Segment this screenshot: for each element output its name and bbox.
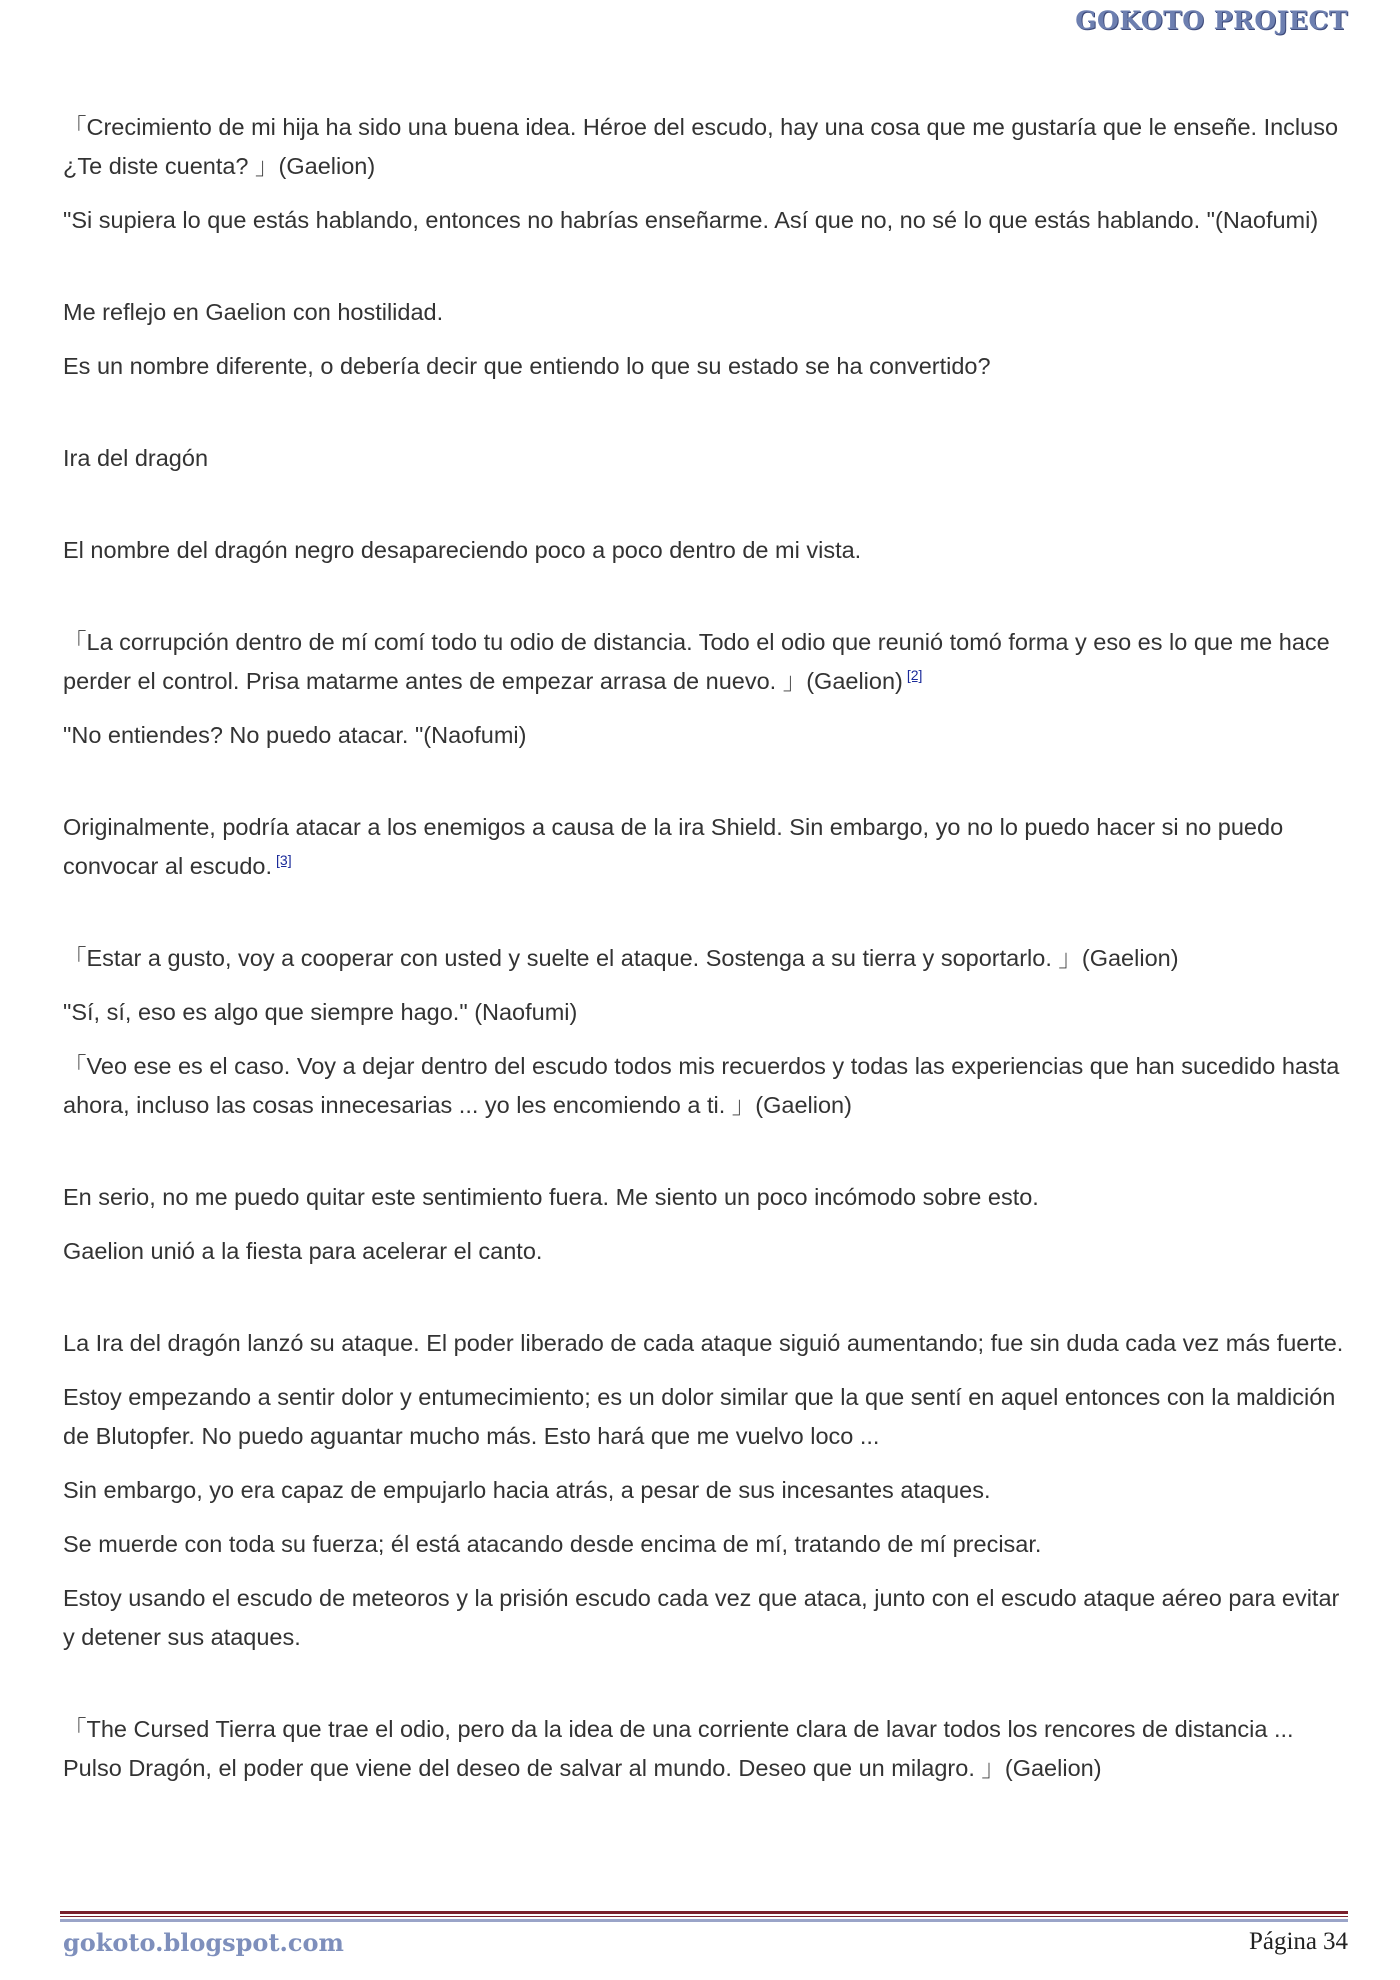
footer-rule-middle: [60, 1916, 1348, 1917]
paragraph: [63, 201, 1348, 240]
paragraph-text: 「Veo ese es el caso. Voy a dejar dentro del escudo todos mis recuerdos y todas las experiencias que han sucedido hasta ahora, incluso las cosas innecesarias ... yo les encomiendo a ti. 」(Gaelion): [63, 1053, 1340, 1118]
page-number-label: [1249, 1928, 1348, 1956]
page-body: [63, 108, 1348, 1788]
paragraph: [63, 716, 1348, 755]
paragraph-text: Ira del dragón: [63, 445, 209, 471]
paragraph: [63, 1471, 1348, 1510]
paragraph: [63, 993, 1348, 1032]
footnote-link[interactable]: [2]: [906, 667, 923, 684]
paragraph-text: 「Estar a gusto, voy a cooperar con usted y suelte el ataque. Sostenga a su tierra y soportarlo. 」(Gaelion): [63, 945, 1179, 971]
paragraph-text: Originalmente, podría atacar a los enemigos a causa de la ira Shield. Sin embargo, yo no lo puedo hacer si no puedo convocar al escudo.: [63, 814, 1284, 879]
paragraph-text: La Ira del dragón lanzó su ataque. El poder liberado de cada ataque siguió aumentando; fue sin duda cada vez más fuerte.: [63, 1330, 1344, 1356]
paragraph: [63, 439, 1348, 478]
paragraph: [63, 1525, 1348, 1564]
paragraph: [63, 108, 1348, 186]
paragraph: [63, 293, 1348, 332]
paragraph-text: "No entiendes? No puedo atacar. "(Naofumi): [63, 722, 527, 748]
paragraph: [63, 531, 1348, 570]
paragraph-text: 「Crecimiento de mi hija ha sido una buena idea. Héroe del escudo, hay una cosa que me gustaría que le enseñe. Incluso ¿Te diste cuenta? 」(Gaelion): [63, 114, 1339, 179]
paragraph-text: 「The Cursed Tierra que trae el odio, pero da la idea de una corriente clara de lavar todos los rencores de distancia ... Pulso Dragón, el poder que viene del deseo de salvar al mundo. Deseo que un milagro. 」(Gaelion): [63, 1716, 1294, 1781]
paragraph-text: El nombre del dragón negro desapareciendo poco a poco dentro de mi vista.: [63, 537, 862, 563]
paragraph: [63, 1047, 1348, 1125]
paragraph: [63, 623, 1348, 701]
paragraph-text: Me reflejo en Gaelion con hostilidad.: [63, 299, 444, 325]
paragraph-text: En serio, no me puedo quitar este sentimiento fuera. Me siento un poco incómodo sobre esto.: [63, 1184, 1039, 1210]
paragraph-text: "Sí, sí, eso es algo que siempre hago." (Naofumi): [63, 999, 578, 1025]
paragraph-text: 「La corrupción dentro de mí comí todo tu odio de distancia. Todo el odio que reunió tomó forma y eso es lo que me hace perder el control. Prisa matarme antes de empezar arrasa de nuevo. 」(Gaelion): [63, 629, 1330, 694]
paragraph-text: Es un nombre diferente, o debería decir que entiendo lo que su estado se ha convertido?: [63, 353, 991, 379]
brand-header: GOKOTO PROJECT: [1075, 6, 1348, 35]
paragraph-text: Estoy usando el escudo de meteoros y la prisión escudo cada vez que ataca, junto con el escudo ataque aéreo para evitar y detener sus ataques.: [63, 1585, 1340, 1650]
paragraph: [63, 1710, 1348, 1788]
paragraph: [63, 1232, 1348, 1271]
paragraph-text: Estoy empezando a sentir dolor y entumecimiento; es un dolor similar que la que sentí en aquel entonces con la maldición de Blutopfer. No puedo aguantar mucho más. Esto hará que me vuelvo loco ...: [63, 1384, 1336, 1449]
footnote-link[interactable]: [3]: [276, 852, 292, 869]
paragraph-text: "Si supiera lo que estás hablando, entonces no habrías enseñarme. Así que no, no sé lo que estás hablando. "(Naofumi): [63, 207, 1319, 233]
paragraph: [63, 1579, 1348, 1657]
footer-site-link[interactable]: gokoto.blogspot.com: [63, 1928, 344, 1957]
paragraph: [63, 939, 1348, 978]
paragraph-text: Sin embargo, yo era capaz de empujarlo hacia atrás, a pesar de sus incesantes ataques.: [63, 1477, 991, 1503]
footer-rule-bottom: [60, 1919, 1348, 1922]
page-label: Página: [1248, 1928, 1317, 1955]
page-number: 34: [1323, 1928, 1348, 1955]
paragraph: [63, 347, 1348, 386]
paragraph-text: Gaelion unió a la fiesta para acelerar el canto.: [63, 1238, 543, 1264]
footer-rule-top: [60, 1911, 1348, 1914]
paragraph: [63, 808, 1348, 886]
paragraph: [63, 1178, 1348, 1217]
paragraph: [63, 1324, 1348, 1363]
paragraph-text: Se muerde con toda su fuerza; él está atacando desde encima de mí, tratando de mí precisar.: [63, 1531, 1042, 1557]
paragraph: [63, 1378, 1348, 1456]
